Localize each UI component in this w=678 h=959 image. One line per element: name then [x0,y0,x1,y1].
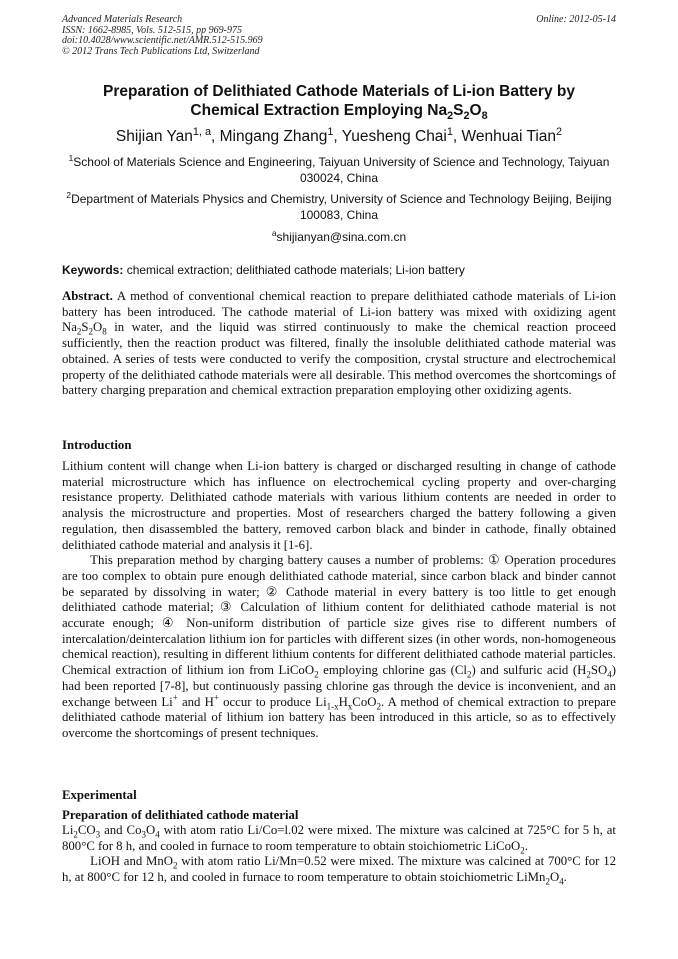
experimental-body [62,823,616,886]
author: Mingang Zhang [219,128,328,145]
title-line-1: Preparation of Delithiated Cathode Materials of Li-ion Battery by [103,83,575,100]
section-heading-experimental: Experimental [62,788,137,802]
author: Yuesheng Chai [341,128,447,145]
author-email[interactable]: $^a$shijianyan@sina.com.cn [271,228,407,244]
keywords-label: Keywords: [62,263,124,277]
abstract: Abstract. A method of conventional chemical reaction to prepare delithiated cathode materials of Li-ion battery has been introduced. The cathode material of Li-ion battery was mixed with oxidizing agent $Na_2S_2O_8$ in water, and the liquid was stirred continuously to make the chemical reaction proceed sufficiently, then the reaction product was filtered, finally the insoluble delithiated cathode material was obtained. A series of tests were conducted to verify the composition, crystal structure and electrochemical property of the delithiated cathode materials were all desirable. This method overcomes the shortcomings of battery charging preparation and chemical extraction preparation employing other oxidizing agents. [62,289,616,398]
journal-header [62,15,616,57]
paragraph: Lithium content will change when Li-ion battery is charged or discharged resulting in change of cathode material microstructure which has influence on electrochemical cycling property and over-charging resistance property. Delithiated cathode materials with various lithium contents are needed in order to analysis the microstructure and properties. Most of researchers charged the battery following a given regulation, then disassembled the battery, removed carbon black and binder in cathode, finally obtained delithiated cathode material and analysis it [1-6]. [62,459,616,552]
keywords-text: chemical extraction; delithiated cathode materials; Li-ion battery [123,263,465,277]
subsection-heading: Preparation of delithiated cathode material [62,808,299,822]
paragraph: This preparation method by charging battery causes a number of problems: ① Operation procedures are too complex to obtain pure enough delithiated cathode material, since carbon black and binder cannot be separated by dissolving in water; ② Cathode material in every battery is too little to get enough delithiated cathode material; ③ Calculation of lithium content for delithiated cathode material is not accurate enough; ④ Non-uniform distribution of particle size gives rise to different numbers of intercalation/deintercalation lithium ion for particles with different sizes (in other words, non-homogeneous chemical reaction), resulting in different lithium contents for different delithiated cathode material particles. Chemical extraction of lithium ion from LiCoO$_2$ employing chlorine gas $(Cl_2)$ and sulfuric acid $(H_2SO_4)$ had been reported [7-8], but continuously passing chlorine gas through the device is inconvenient, and an exchange between Li+ and H+ occur to produce $Li_{1-x}H_xCoO_2$. A method of chemical extraction to prepare delithiated cathode material of lithium ion battery has been introduced in this article, so as to effectively overcome the shortcomings of present techniques. [62,553,616,740]
online-date: Online: 2012-05-14 [536,14,616,25]
author: Wenhuai Tian [461,128,557,145]
introduction-body [62,459,616,742]
journal-name: Advanced Materials Research [62,14,183,25]
paragraph: LiOH and MnO$_2$ with atom ratio Li/Mn=0.52 were mixed. The mixture was calcined at 700°C for 12 h, at 800°C for 12 h, and cooled in furnace to room temperature to obtain stoichiometric $LiMn_2O_4$. [62,854,616,887]
journal-issn: ISSN: 1662-8985, Vols. 512-515, pp 969-975 [62,24,242,36]
paper-title [62,82,616,123]
author: Shijian Yan [115,128,193,145]
affiliation-1: $^1$School of Materials Science and Engineering, Taiyuan University of Science and Technology, Taiyuan 030024, China [68,153,610,185]
abstract-label: Abstract. [62,289,113,303]
paragraph: $Li_2CO_3$ and $Co_3O_4$ with atom ratio Li/Co=l.02 were mixed. The mixture was calcined at 725°C for 5 h, at 800°C for 8 h, and cooled in furnace to room temperature to obtain stoichiometric LiCoO$_2$. [62,823,616,856]
journal-copyright: © 2012 Trans Tech Publications Ltd, Switzerland [62,45,260,57]
section-heading-introduction: Introduction [62,438,132,452]
affiliation-2: $^2$Department of Materials Physics and Chemistry, University of Science and Technology Beijing, Beijing 100083, China [66,190,612,222]
title-line-2: Chemical Extraction Employing $Na_2S_2O_8$ [190,102,488,123]
journal-doi: doi:10.4028/www.scientific.net/AMR.512-515.969 [62,35,263,47]
keywords [62,262,616,278]
author-list: Shijian Yan$^{1, a}$, Mingang Zhang$^1$, Yuesheng Chai$^1$, Wenhuai Tian$^2$ [115,125,563,145]
